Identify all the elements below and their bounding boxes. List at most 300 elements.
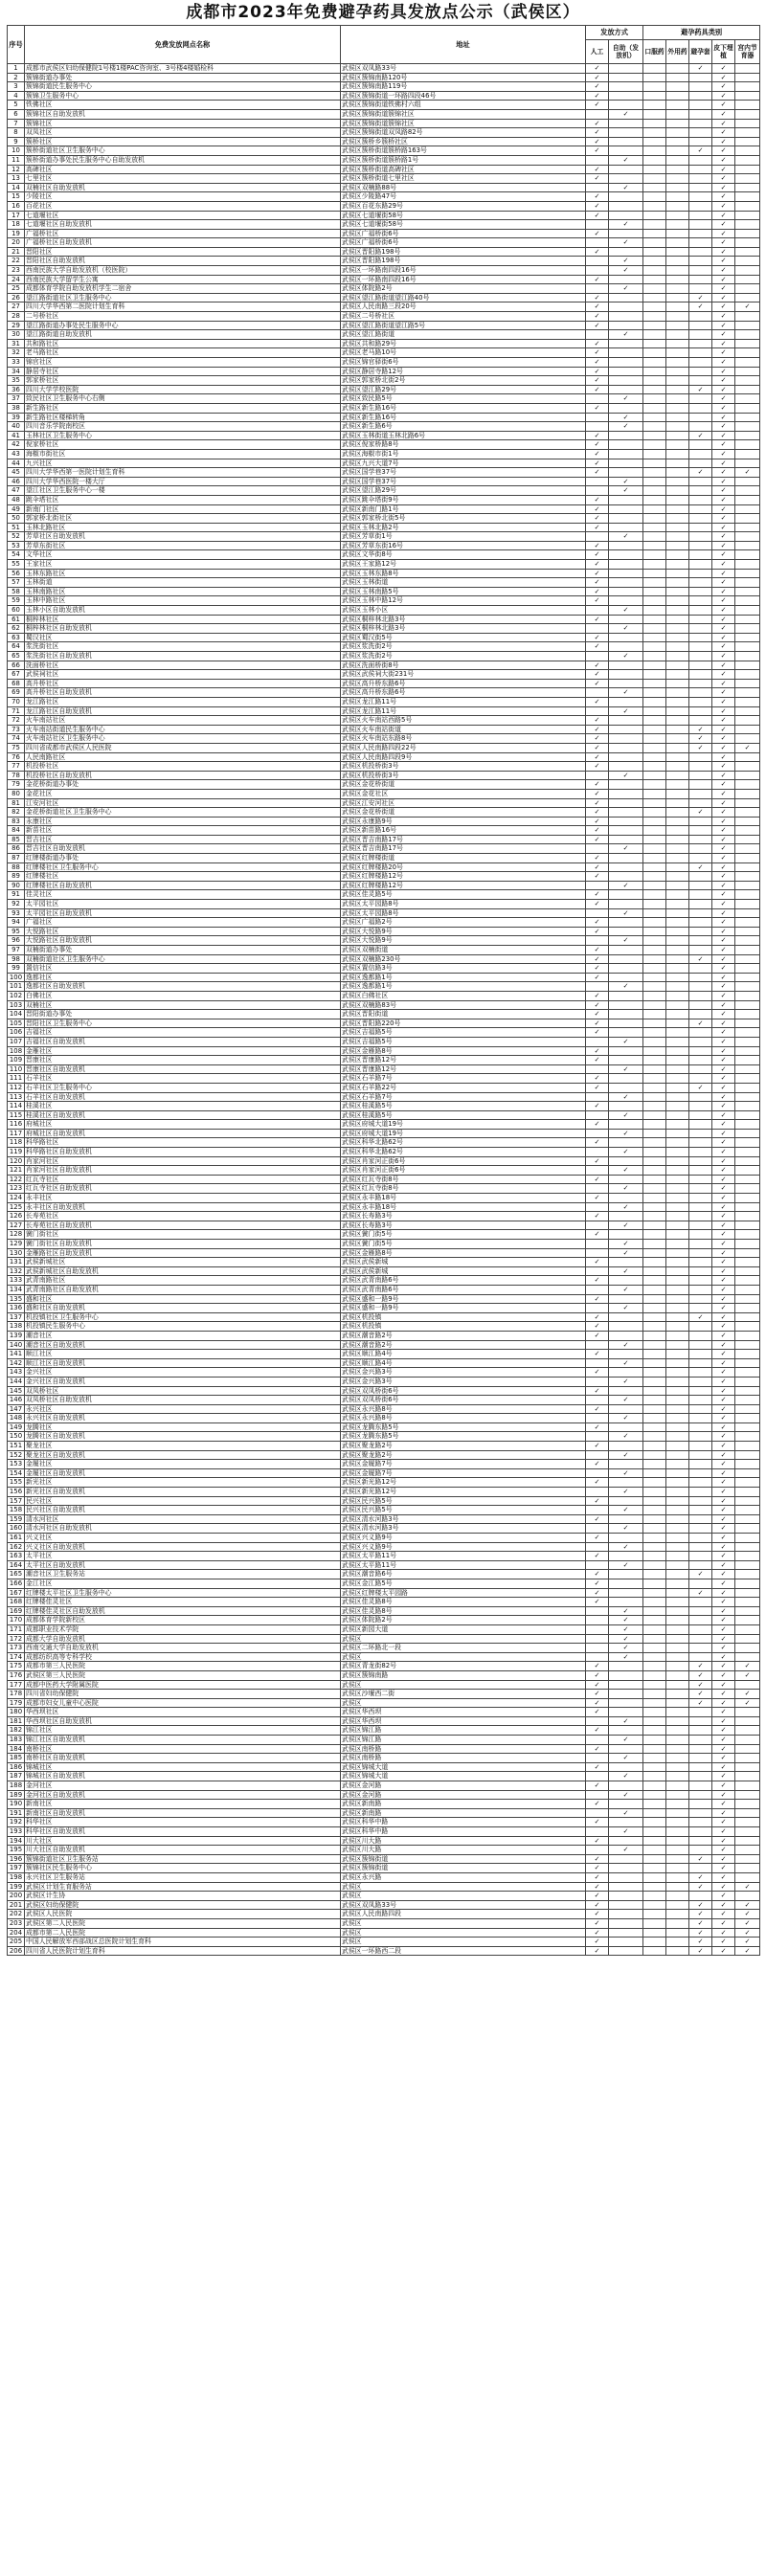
row-address: 武侯区广福桥街6号 [341, 238, 586, 248]
row-condom-check [689, 560, 712, 570]
row-implant-check: ✓ [712, 1744, 735, 1754]
row-address: 武侯区双楠街道 [341, 946, 586, 955]
row-machine-check [609, 1046, 643, 1056]
row-manual-check: ✓ [586, 1046, 609, 1056]
row-oral-check [643, 1202, 666, 1212]
row-iud-check: ✓ [735, 468, 760, 478]
row-implant-check: ✓ [712, 835, 735, 844]
row-iud-check [735, 238, 760, 248]
row-manual-check [586, 1340, 609, 1350]
row-oral-check [643, 1560, 666, 1570]
row-condom-check: ✓ [689, 302, 712, 312]
row-machine-check [609, 247, 643, 257]
row-seq: 134 [8, 1285, 25, 1294]
row-name: 百花社区 [25, 201, 341, 211]
row-implant-check: ✓ [712, 954, 735, 964]
table-row [8, 1846, 760, 1855]
row-manual-check: ✓ [586, 1781, 609, 1791]
row-address: 武侯区永康路9号 [341, 817, 586, 826]
row-machine-check [609, 1442, 643, 1451]
row-implant-check: ✓ [712, 1670, 735, 1680]
row-implant-check: ✓ [712, 908, 735, 918]
row-seq: 92 [8, 900, 25, 909]
row-topical-check [666, 1432, 689, 1442]
row-manual-check [586, 1624, 609, 1634]
row-machine-check [609, 633, 643, 642]
row-topical-check [666, 1690, 689, 1699]
row-address: 武侯区簇锦街道双凤路82号 [341, 128, 586, 138]
row-condom-check [689, 844, 712, 854]
row-oral-check [643, 890, 666, 900]
row-address: 武侯区簇桥街道簇桥路163号 [341, 146, 586, 156]
row-machine-check [609, 615, 643, 624]
row-address: 武侯区新南门路1号 [341, 504, 586, 514]
row-name: 双凤桥社区自助发放机 [25, 1396, 341, 1405]
row-condom-check [689, 615, 712, 624]
row-iud-check [735, 964, 760, 974]
row-implant-check: ✓ [712, 1184, 735, 1194]
row-topical-check [666, 312, 689, 322]
row-iud-check: ✓ [735, 1918, 760, 1928]
row-manual-check [586, 477, 609, 486]
row-topical-check [666, 1120, 689, 1130]
row-oral-check [643, 991, 666, 1000]
row-seq: 66 [8, 661, 25, 670]
row-iud-check [735, 431, 760, 440]
row-iud-check [735, 459, 760, 468]
row-oral-check [643, 431, 666, 440]
row-machine-check: ✓ [609, 1092, 643, 1102]
table-row [8, 854, 760, 863]
table-row [8, 1450, 760, 1460]
row-seq: 97 [8, 946, 25, 955]
table-row [8, 137, 760, 146]
table-row [8, 1129, 760, 1138]
row-oral-check [643, 670, 666, 680]
row-seq: 1 [8, 64, 25, 74]
row-manual-check: ✓ [586, 835, 609, 844]
row-condom-check [689, 449, 712, 459]
row-topical-check [666, 982, 689, 992]
row-implant-check: ✓ [712, 1037, 735, 1046]
table-row [8, 1266, 760, 1276]
row-oral-check [643, 1524, 666, 1534]
row-oral-check [643, 1304, 666, 1313]
row-address: 武侯区武侯新城 [341, 1266, 586, 1276]
row-name: 新南门社区 [25, 504, 341, 514]
row-topical-check [666, 1396, 689, 1405]
row-oral-check [643, 1506, 666, 1515]
row-topical-check [666, 82, 689, 92]
row-iud-check [735, 119, 760, 128]
table-row [8, 1644, 760, 1653]
row-name: 聚龙社区自助发放机 [25, 1450, 341, 1460]
row-implant-check: ✓ [712, 146, 735, 156]
row-condom-check [689, 192, 712, 202]
row-address: 武侯区晋阳街道 [341, 1010, 586, 1019]
row-oral-check [643, 514, 666, 524]
row-seq: 27 [8, 302, 25, 312]
row-name: 金雁路社区自助发放机 [25, 1248, 341, 1258]
row-name: 玉林社区卫生服务中心 [25, 431, 341, 440]
row-oral-check [643, 348, 666, 358]
table-row [8, 1579, 760, 1588]
row-machine-check [609, 798, 643, 808]
row-address: 武侯区玉林街道玉林北路6号 [341, 431, 586, 440]
row-name: 锦官社区 [25, 358, 341, 368]
row-manual-check: ✓ [586, 615, 609, 624]
row-topical-check [666, 964, 689, 974]
row-seq: 89 [8, 872, 25, 882]
row-seq: 102 [8, 991, 25, 1000]
row-condom-check [689, 1074, 712, 1084]
row-name: 簇锦街道民生服务中心 [25, 82, 341, 92]
row-name: 高碑社区 [25, 165, 341, 174]
row-seq: 156 [8, 1488, 25, 1497]
row-seq: 107 [8, 1037, 25, 1046]
header-address: 地址 [341, 26, 586, 64]
row-topical-check [666, 1019, 689, 1028]
row-machine-check: ✓ [609, 706, 643, 716]
row-oral-check [643, 229, 666, 238]
table-row [8, 789, 760, 798]
table-row [8, 495, 760, 504]
row-condom-check [689, 1340, 712, 1350]
row-manual-check [586, 1266, 609, 1276]
row-topical-check [666, 596, 689, 606]
row-oral-check [643, 569, 666, 578]
table-row [8, 835, 760, 844]
row-iud-check [735, 1708, 760, 1717]
row-address: 武侯区望江路29号 [341, 385, 586, 394]
row-address: 武侯区二号桥社区 [341, 312, 586, 322]
row-topical-check [666, 1056, 689, 1065]
table-row [8, 1396, 760, 1405]
row-seq: 172 [8, 1634, 25, 1644]
row-address: 武侯区白佛社区 [341, 991, 586, 1000]
table-row [8, 1184, 760, 1194]
row-address: 武侯区一环路南四段16号 [341, 275, 586, 284]
row-address: 武侯区新光路12号 [341, 1488, 586, 1497]
row-machine-check [609, 1258, 643, 1267]
row-machine-check: ✓ [609, 982, 643, 992]
row-implant-check: ✓ [712, 101, 735, 110]
row-address: 武侯区王家路12号 [341, 560, 586, 570]
row-topical-check [666, 1468, 689, 1478]
row-machine-check [609, 716, 643, 726]
row-address: 武侯区佳灵路8号 [341, 1606, 586, 1616]
row-address: 武侯区金履路7号 [341, 1460, 586, 1469]
row-seq: 98 [8, 954, 25, 964]
row-topical-check [666, 220, 689, 230]
row-address: 武侯区簇锦街道簇锦社区 [341, 119, 586, 128]
row-topical-check [666, 238, 689, 248]
row-iud-check [735, 376, 760, 386]
row-topical-check [666, 1202, 689, 1212]
row-condom-check [689, 1644, 712, 1653]
row-condom-check [689, 1579, 712, 1588]
row-address: 武侯区红牌楼太平园路 [341, 1588, 586, 1598]
row-implant-check: ✓ [712, 1386, 735, 1396]
row-iud-check [735, 1588, 760, 1598]
row-address: 武侯区太平园路8号 [341, 908, 586, 918]
row-condom-check [689, 890, 712, 900]
row-name: 江安河社区 [25, 798, 341, 808]
table-row [8, 798, 760, 808]
row-manual-check: ✓ [586, 808, 609, 818]
row-seq: 130 [8, 1248, 25, 1258]
row-topical-check [666, 183, 689, 192]
row-oral-check [643, 1800, 666, 1809]
row-seq: 77 [8, 762, 25, 772]
row-name: 永丰社区自助发放机 [25, 1202, 341, 1212]
row-iud-check [735, 385, 760, 394]
table-row [8, 477, 760, 486]
row-implant-check: ✓ [712, 247, 735, 257]
row-condom-check [689, 155, 712, 165]
row-manual-check: ✓ [586, 1386, 609, 1396]
row-manual-check: ✓ [586, 468, 609, 478]
row-machine-check: ✓ [609, 1846, 643, 1855]
table-row [8, 1212, 760, 1221]
row-address: 武侯区 [341, 1698, 586, 1708]
row-implant-check: ✓ [712, 504, 735, 514]
table-row [8, 1570, 760, 1579]
row-iud-check: ✓ [735, 1882, 760, 1892]
row-condom-check [689, 1422, 712, 1432]
row-topical-check [666, 1624, 689, 1634]
row-manual-check [586, 1846, 609, 1855]
row-oral-check [643, 449, 666, 459]
table-row [8, 872, 760, 882]
row-implant-check: ✓ [712, 1864, 735, 1873]
row-topical-check [666, 1102, 689, 1111]
row-topical-check [666, 1900, 689, 1910]
table-row [8, 1542, 760, 1552]
row-name: 龙腾社区自助发放机 [25, 1432, 341, 1442]
row-topical-check [666, 1488, 689, 1497]
row-oral-check [643, 1120, 666, 1130]
row-name: 金履社区自助发放机 [25, 1468, 341, 1478]
row-oral-check [643, 1404, 666, 1414]
row-name: 簇锦社区民生服务中心 [25, 1864, 341, 1873]
row-oral-check [643, 1175, 666, 1184]
row-address: 武侯区青龙街82号 [341, 1662, 586, 1671]
row-address: 武侯区人民南路三段20号 [341, 302, 586, 312]
row-seq: 91 [8, 890, 25, 900]
table-row [8, 1808, 760, 1818]
row-name: 少陵社区 [25, 192, 341, 202]
row-name: 七道堰社区自助发放机 [25, 220, 341, 230]
row-oral-check [643, 1148, 666, 1157]
row-oral-check [643, 1680, 666, 1690]
row-address: 武侯区金河路 [341, 1781, 586, 1791]
row-machine-check [609, 229, 643, 238]
row-oral-check [643, 73, 666, 82]
row-implant-check: ✓ [712, 137, 735, 146]
row-machine-check [609, 1744, 643, 1754]
row-implant-check: ✓ [712, 1800, 735, 1809]
row-address: 武侯区兴义路9号 [341, 1542, 586, 1552]
row-iud-check [735, 504, 760, 514]
row-seq: 14 [8, 183, 25, 192]
row-implant-check: ✓ [712, 706, 735, 716]
row-seq: 184 [8, 1744, 25, 1754]
row-implant-check: ✓ [712, 1056, 735, 1065]
row-machine-check: ✓ [609, 477, 643, 486]
row-name: 双凤桥社区 [25, 1386, 341, 1396]
row-implant-check: ✓ [712, 697, 735, 706]
row-manual-check: ✓ [586, 862, 609, 872]
row-address: 武侯区海椒市街1号 [341, 449, 586, 459]
row-topical-check [666, 1312, 689, 1322]
row-seq: 15 [8, 192, 25, 202]
row-name: 武侯区妇幼保健院 [25, 1900, 341, 1910]
row-condom-check [689, 908, 712, 918]
row-iud-check: ✓ [735, 1698, 760, 1708]
row-oral-check [643, 1248, 666, 1258]
row-manual-check: ✓ [586, 854, 609, 863]
row-implant-check: ✓ [712, 1350, 735, 1359]
row-seq: 68 [8, 679, 25, 688]
row-name: 机投桥社区 [25, 762, 341, 772]
row-seq: 202 [8, 1910, 25, 1919]
row-topical-check [666, 73, 689, 82]
table-row [8, 1258, 760, 1267]
row-topical-check [666, 348, 689, 358]
row-condom-check [689, 1258, 712, 1267]
row-seq: 105 [8, 1019, 25, 1028]
row-topical-check [666, 403, 689, 413]
row-implant-check: ✓ [712, 1726, 735, 1736]
row-seq: 26 [8, 293, 25, 302]
row-iud-check [735, 1534, 760, 1543]
row-manual-check: ✓ [586, 358, 609, 368]
row-condom-check [689, 900, 712, 909]
row-manual-check: ✓ [586, 1102, 609, 1111]
table-row [8, 1726, 760, 1736]
row-topical-check [666, 1460, 689, 1469]
table-row [8, 403, 760, 413]
row-implant-check: ✓ [712, 1404, 735, 1414]
row-condom-check [689, 1616, 712, 1625]
row-manual-check [586, 1644, 609, 1653]
row-manual-check: ✓ [586, 1579, 609, 1588]
row-implant-check: ✓ [712, 1946, 735, 1956]
table-row [8, 119, 760, 128]
row-seq: 49 [8, 504, 25, 514]
row-name: 望江路街道社区卫生服务中心 [25, 293, 341, 302]
row-condom-check [689, 376, 712, 386]
row-oral-check [643, 174, 666, 184]
row-seq: 45 [8, 468, 25, 478]
row-address: 武侯区望江路街道望江路40号 [341, 293, 586, 302]
row-condom-check [689, 1606, 712, 1616]
row-oral-check [643, 523, 666, 532]
row-oral-check [643, 596, 666, 606]
row-condom-check: ✓ [689, 1662, 712, 1671]
row-name: 永丰社区 [25, 1194, 341, 1203]
row-seq: 9 [8, 137, 25, 146]
row-condom-check: ✓ [689, 1083, 712, 1092]
row-machine-check [609, 1800, 643, 1809]
row-name: 逸都社区自助发放机 [25, 982, 341, 992]
table-row [8, 1037, 760, 1046]
row-iud-check [735, 1652, 760, 1662]
row-implant-check: ✓ [712, 826, 735, 836]
row-implant-check: ✓ [712, 1194, 735, 1203]
row-manual-check: ✓ [586, 1552, 609, 1561]
row-implant-check: ✓ [712, 1340, 735, 1350]
row-implant-check: ✓ [712, 201, 735, 211]
row-manual-check: ✓ [586, 459, 609, 468]
row-manual-check [586, 1716, 609, 1726]
row-topical-check [666, 1358, 689, 1368]
row-name: 桂溪社区自助发放机 [25, 1110, 341, 1120]
table-row [8, 1744, 760, 1754]
row-condom-check [689, 514, 712, 524]
row-address: 武侯区体院路2号 [341, 284, 586, 294]
row-machine-check [609, 596, 643, 606]
row-iud-check [735, 1892, 760, 1901]
row-condom-check [689, 1716, 712, 1726]
table-row [8, 1432, 760, 1442]
row-address: 武侯区华西坝 [341, 1716, 586, 1726]
row-manual-check [586, 1414, 609, 1423]
row-machine-check [609, 431, 643, 440]
row-machine-check: ✓ [609, 1616, 643, 1625]
row-oral-check [643, 725, 666, 734]
row-address: 武侯区晋康路12号 [341, 1056, 586, 1065]
row-oral-check [643, 1670, 666, 1680]
row-condom-check: ✓ [689, 725, 712, 734]
row-name: 四川省成都市武侯区人民医院 [25, 743, 341, 752]
row-name: 龙江路社区 [25, 697, 341, 706]
row-machine-check [609, 560, 643, 570]
row-seq: 44 [8, 459, 25, 468]
row-name: 金兴社区自助发放机 [25, 1377, 341, 1386]
row-machine-check [609, 1230, 643, 1240]
row-topical-check [666, 771, 689, 780]
row-name: 金河社区 [25, 1781, 341, 1791]
row-oral-check [643, 201, 666, 211]
row-iud-check [735, 762, 760, 772]
row-name: 红牌楼社区卫生服务中心 [25, 862, 341, 872]
row-topical-check [666, 1266, 689, 1276]
row-condom-check [689, 1442, 712, 1451]
row-iud-check: ✓ [735, 1662, 760, 1671]
row-seq: 87 [8, 854, 25, 863]
row-machine-check [609, 165, 643, 174]
row-iud-check [735, 587, 760, 596]
row-machine-check [609, 1598, 643, 1607]
row-oral-check [643, 1910, 666, 1919]
row-oral-check [643, 1460, 666, 1469]
row-address: 武侯区簇桥街道高碑社区 [341, 165, 586, 174]
table-row [8, 881, 760, 890]
row-oral-check [643, 615, 666, 624]
row-name: 府城社区 [25, 1120, 341, 1130]
table-row [8, 991, 760, 1000]
row-manual-check: ✓ [586, 670, 609, 680]
row-name: 新南社区 [25, 1800, 341, 1809]
row-manual-check: ✓ [586, 817, 609, 826]
table-row [8, 1616, 760, 1625]
row-machine-check [609, 1882, 643, 1892]
row-seq: 28 [8, 312, 25, 322]
row-seq: 137 [8, 1312, 25, 1322]
row-name: 广福桥社区自助发放机 [25, 238, 341, 248]
